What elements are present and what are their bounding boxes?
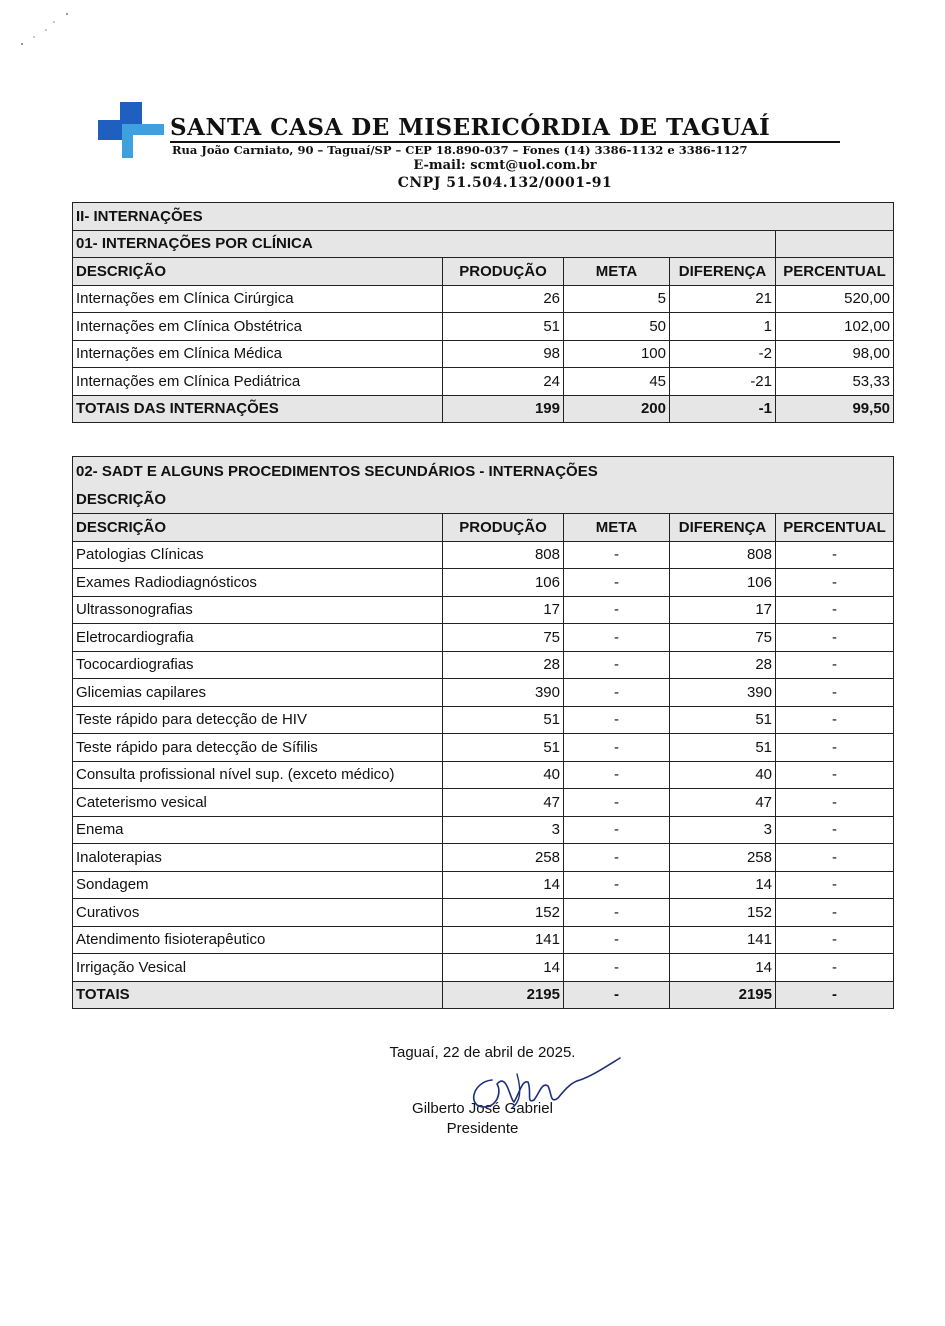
cell-percentual: -: [776, 954, 894, 982]
cell-descricao: Atendimento fisioterapêutico: [73, 926, 443, 954]
cell-meta: -: [564, 816, 670, 844]
cell-percentual: 102,00: [776, 313, 894, 341]
cell-meta: -: [564, 596, 670, 624]
cell-descricao: Internações em Clínica Cirúrgica: [73, 285, 443, 313]
table-header-row: [73, 258, 894, 286]
header-producao: PRODUÇÃO: [443, 258, 564, 286]
totals-label: TOTAIS DAS INTERNAÇÕES: [73, 395, 443, 423]
cell-producao: 40: [443, 761, 564, 789]
table-row: [73, 340, 894, 368]
header-diferenca: DIFERENÇA: [670, 514, 776, 542]
organization-name: SANTA CASA DE MISERICÓRDIA DE TAGUAÍ: [170, 114, 771, 141]
table-row: [73, 285, 894, 313]
cell-descricao: Cateterismo vesical: [73, 789, 443, 817]
table-row: [73, 789, 894, 817]
signer-role: Presidente: [446, 1120, 519, 1137]
totals-producao: 2195: [443, 981, 564, 1009]
cell-diferenca: 21: [670, 285, 776, 313]
empty-cell: [776, 230, 894, 258]
cell-percentual: -: [776, 761, 894, 789]
table-row: [73, 541, 894, 569]
cell-producao: 808: [443, 541, 564, 569]
totals-meta: 200: [564, 395, 670, 423]
cell-descricao: Sondagem: [73, 871, 443, 899]
cell-percentual: -: [776, 844, 894, 872]
cell-percentual: -: [776, 651, 894, 679]
cell-producao: 152: [443, 899, 564, 927]
cell-diferenca: 152: [670, 899, 776, 927]
cell-descricao: Tococardiografias: [73, 651, 443, 679]
cell-meta: -: [564, 844, 670, 872]
cell-producao: 51: [443, 734, 564, 762]
cell-producao: 141: [443, 926, 564, 954]
cell-percentual: -: [776, 541, 894, 569]
cell-percentual: -: [776, 816, 894, 844]
cell-descricao: Internações em Clínica Pediátrica: [73, 368, 443, 396]
cell-meta: -: [564, 954, 670, 982]
cell-descricao: Ultrassonografias: [73, 596, 443, 624]
header-percentual: PERCENTUAL: [776, 258, 894, 286]
cell-descricao: Internações em Clínica Médica: [73, 340, 443, 368]
cell-diferenca: 3: [670, 816, 776, 844]
header-producao: PRODUÇÃO: [443, 514, 564, 542]
table-row: [73, 816, 894, 844]
cell-meta: -: [564, 569, 670, 597]
totals-row: [73, 981, 894, 1009]
cell-meta: -: [564, 651, 670, 679]
table-row: [73, 734, 894, 762]
cross-logo-icon: [98, 102, 166, 158]
cell-descricao: Patologias Clínicas: [73, 541, 443, 569]
table-subtitle: DESCRIÇÃO: [73, 485, 894, 514]
cell-percentual: -: [776, 679, 894, 707]
cell-diferenca: 40: [670, 761, 776, 789]
cell-producao: 24: [443, 368, 564, 396]
cell-diferenca: 258: [670, 844, 776, 872]
cell-diferenca: 14: [670, 871, 776, 899]
organization-email: E-mail: scmt@uol.com.br: [413, 158, 597, 173]
totals-meta: -: [564, 981, 670, 1009]
cell-diferenca: 47: [670, 789, 776, 817]
table-row: [73, 926, 894, 954]
cell-percentual: 53,33: [776, 368, 894, 396]
table-title: 02- SADT E ALGUNS PROCEDIMENTOS SECUNDÁRIOS - INTERNAÇÕES: [73, 457, 894, 486]
table-row: [73, 871, 894, 899]
cell-diferenca: 28: [670, 651, 776, 679]
cell-meta: -: [564, 541, 670, 569]
cell-descricao: Inaloterapias: [73, 844, 443, 872]
cell-percentual: -: [776, 596, 894, 624]
cell-meta: -: [564, 926, 670, 954]
cell-meta: -: [564, 624, 670, 652]
cell-diferenca: 17: [670, 596, 776, 624]
cell-descricao: Glicemias capilares: [73, 679, 443, 707]
cell-producao: 47: [443, 789, 564, 817]
cell-descricao: Exames Radiodiagnósticos: [73, 569, 443, 597]
cell-descricao: Consulta profissional nível sup. (exceto médico): [73, 761, 443, 789]
cell-meta: -: [564, 706, 670, 734]
cell-percentual: -: [776, 569, 894, 597]
signer-name: Gilberto José Gabriel: [412, 1100, 553, 1117]
totals-producao: 199: [443, 395, 564, 423]
cell-producao: 390: [443, 679, 564, 707]
organization-address: Rua João Carniato, 90 – Taguaí/SP – CEP 18.890-037 – Fones (14) 3386-1132 e 3386-1127: [172, 143, 748, 157]
totals-label: TOTAIS: [73, 981, 443, 1009]
table-row: [73, 954, 894, 982]
cell-percentual: -: [776, 871, 894, 899]
cell-diferenca: 51: [670, 734, 776, 762]
cell-descricao: Eletrocardiografia: [73, 624, 443, 652]
table-row: [73, 368, 894, 396]
totals-diferenca: 2195: [670, 981, 776, 1009]
cell-descricao: Internações em Clínica Obstétrica: [73, 313, 443, 341]
cell-diferenca: -21: [670, 368, 776, 396]
cell-descricao: Irrigação Vesical: [73, 954, 443, 982]
cell-producao: 51: [443, 313, 564, 341]
cell-meta: -: [564, 871, 670, 899]
cell-diferenca: 141: [670, 926, 776, 954]
cell-meta: -: [564, 899, 670, 927]
cell-meta: -: [564, 734, 670, 762]
place-date: Taguaí, 22 de abril de 2025.: [389, 1044, 576, 1061]
cell-meta: 45: [564, 368, 670, 396]
header-meta: META: [564, 258, 670, 286]
header-meta: META: [564, 514, 670, 542]
organization-cnpj: CNPJ 51.504.132/0001-91: [397, 175, 613, 191]
internacoes-table: [72, 202, 894, 423]
header-descricao: DESCRIÇÃO: [73, 258, 443, 286]
cell-descricao: Teste rápido para detecção de HIV: [73, 706, 443, 734]
table-row: [73, 706, 894, 734]
cell-meta: 50: [564, 313, 670, 341]
cell-producao: 75: [443, 624, 564, 652]
cell-meta: 5: [564, 285, 670, 313]
cell-percentual: -: [776, 926, 894, 954]
table-row: [73, 679, 894, 707]
cell-percentual: -: [776, 734, 894, 762]
totals-diferenca: -1: [670, 395, 776, 423]
cell-percentual: -: [776, 789, 894, 817]
cell-diferenca: 808: [670, 541, 776, 569]
cell-producao: 14: [443, 954, 564, 982]
table-row: [73, 596, 894, 624]
cell-meta: -: [564, 679, 670, 707]
cell-percentual: -: [776, 899, 894, 927]
cell-producao: 26: [443, 285, 564, 313]
header-percentual: PERCENTUAL: [776, 514, 894, 542]
cell-producao: 28: [443, 651, 564, 679]
table-title: 01- INTERNAÇÕES POR CLÍNICA: [73, 230, 776, 258]
table-row: [73, 761, 894, 789]
table-row: [73, 844, 894, 872]
cell-percentual: -: [776, 706, 894, 734]
cell-diferenca: 1: [670, 313, 776, 341]
cell-percentual: 98,00: [776, 340, 894, 368]
cell-diferenca: 14: [670, 954, 776, 982]
cell-percentual: -: [776, 624, 894, 652]
cell-descricao: Curativos: [73, 899, 443, 927]
cell-meta: -: [564, 761, 670, 789]
cell-diferenca: 106: [670, 569, 776, 597]
table-row: [73, 569, 894, 597]
totals-percentual: -: [776, 981, 894, 1009]
cell-percentual: 520,00: [776, 285, 894, 313]
cell-diferenca: 75: [670, 624, 776, 652]
header-descricao: DESCRIÇÃO: [73, 514, 443, 542]
cell-producao: 14: [443, 871, 564, 899]
table-header-row: [73, 514, 894, 542]
table-row: [73, 313, 894, 341]
totals-row: [73, 395, 894, 423]
header-diferenca: DIFERENÇA: [670, 258, 776, 286]
cell-producao: 51: [443, 706, 564, 734]
cell-descricao: Enema: [73, 816, 443, 844]
cell-diferenca: 390: [670, 679, 776, 707]
scan-specks: [14, 10, 84, 52]
cell-producao: 106: [443, 569, 564, 597]
handwritten-signature: [462, 1052, 627, 1122]
sadt-table: [72, 456, 894, 1009]
table-row: [73, 899, 894, 927]
cell-meta: -: [564, 789, 670, 817]
cell-diferenca: -2: [670, 340, 776, 368]
totals-percentual: 99,50: [776, 395, 894, 423]
cell-producao: 98: [443, 340, 564, 368]
cell-producao: 3: [443, 816, 564, 844]
cell-producao: 258: [443, 844, 564, 872]
table-row: [73, 624, 894, 652]
cell-producao: 17: [443, 596, 564, 624]
cell-descricao: Teste rápido para detecção de Sífilis: [73, 734, 443, 762]
section-title: II- INTERNAÇÕES: [73, 203, 894, 231]
table-row: [73, 651, 894, 679]
cell-diferenca: 51: [670, 706, 776, 734]
cell-meta: 100: [564, 340, 670, 368]
